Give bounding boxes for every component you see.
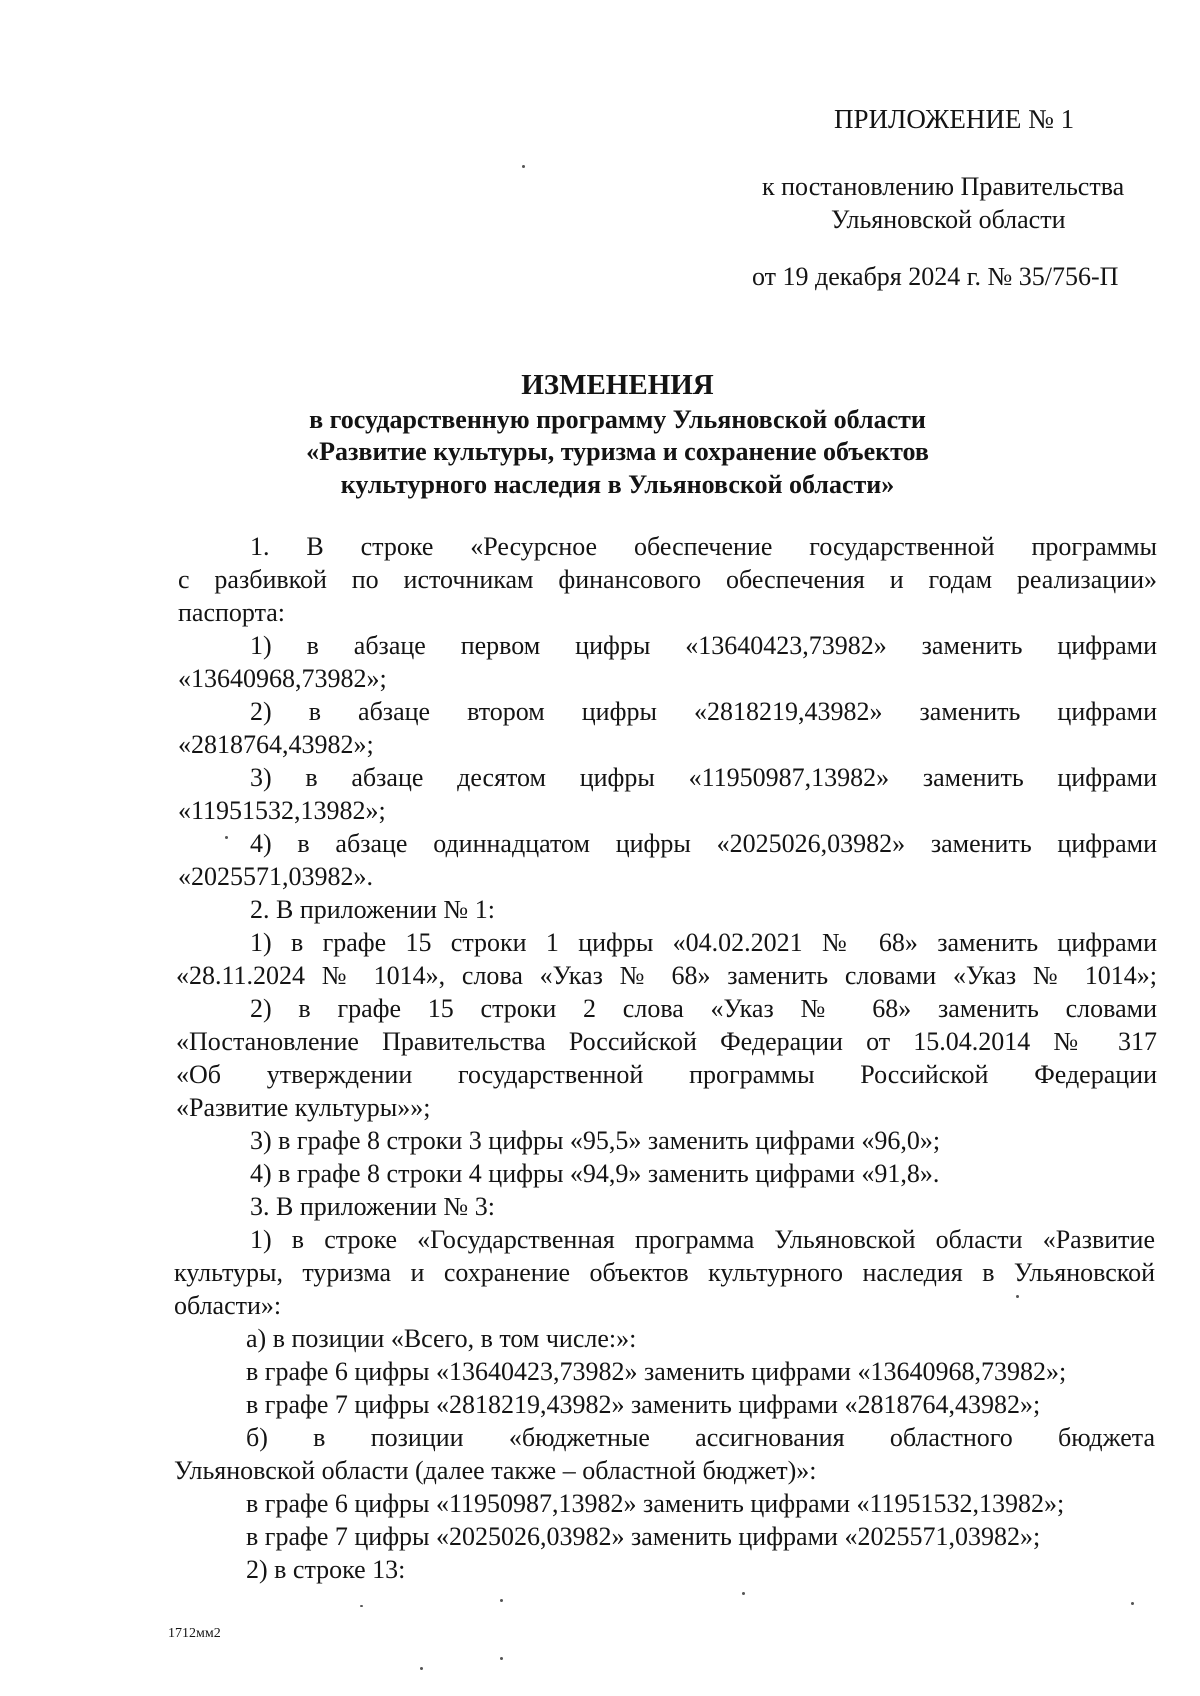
- section-heading: 3. В приложении № 3:: [250, 1192, 495, 1221]
- body-line: в графе 6 цифры «11950987,13982» заменить цифрами «11951532,13982»;: [246, 1489, 1065, 1518]
- scan-speck: [500, 1657, 503, 1660]
- body-line: «13640968,73982»;: [178, 664, 387, 693]
- section-heading: 2. В приложении № 1:: [250, 895, 495, 924]
- doc-subtitle-3: культурного наследия в Ульяновской области»: [340, 470, 895, 499]
- body-line: «Развитие культуры»»;: [176, 1093, 431, 1122]
- doc-title: ИЗМЕНЕНИЯ: [521, 369, 714, 401]
- body-line: области»:: [174, 1291, 282, 1320]
- body-line: с разбивкой по источникам финансового обеспечения и годам реализации»: [178, 565, 1157, 594]
- resolution-label: к постановлению Правительства: [762, 172, 1125, 201]
- body-line: Ульяновской области (далее также – областной бюджет)»:: [174, 1456, 817, 1485]
- body-line: «Об утверждении государственной программы Российской Федерации: [176, 1060, 1157, 1089]
- body-line: в графе 7 цифры «2025026,03982» заменить цифрами «2025571,03982»;: [246, 1522, 1041, 1551]
- body-line: 1) в графе 15 строки 1 цифры «04.02.2021 № 68» заменить цифрами: [250, 928, 1157, 957]
- scan-speck: [420, 1667, 423, 1670]
- date-number: от 19 декабря 2024 г. № 35/756-П: [752, 262, 1119, 291]
- scan-speck: [522, 165, 525, 168]
- body-line: 4) в абзаце одиннадцатом цифры «2025026,03982» заменить цифрами: [250, 829, 1157, 858]
- body-line: 3) в абзаце десятом цифры «11950987,13982» заменить цифрами: [250, 763, 1157, 792]
- body-line: б) в позиции «бюджетные ассигнования областного бюджета: [246, 1423, 1155, 1452]
- body-line: 2) в графе 15 строки 2 слова «Указ № 68» заменить словами: [250, 994, 1157, 1023]
- scan-speck: [1131, 1602, 1134, 1605]
- body-line: 4) в графе 8 строки 4 цифры «94,9» заменить цифрами «91,8».: [250, 1159, 940, 1188]
- scan-speck: [1016, 1295, 1019, 1298]
- body-line: в графе 7 цифры «2818219,43982» заменить цифрами «2818764,43982»;: [246, 1390, 1041, 1419]
- doc-subtitle-2: «Развитие культуры, туризма и сохранение объектов: [306, 437, 929, 466]
- body-line: «11951532,13982»;: [178, 796, 386, 825]
- body-line: «2025571,03982».: [178, 862, 373, 891]
- scan-speck: [225, 836, 228, 839]
- body-line: 1. В строке «Ресурсное обеспечение государственной программы: [250, 532, 1157, 561]
- body-line: 1) в абзаце первом цифры «13640423,73982» заменить цифрами: [250, 631, 1157, 660]
- body-line: а) в позиции «Всего, в том числе:»:: [246, 1324, 637, 1353]
- body-line: 1) в строке «Государственная программа Ульяновской области «Развитие: [250, 1225, 1155, 1254]
- footer-code: 1712мм2: [168, 1626, 221, 1641]
- scan-speck: [742, 1592, 745, 1595]
- body-line: «2818764,43982»;: [178, 730, 374, 759]
- body-line: культуры, туризма и сохранение объектов культурного наследия в Ульяновской: [174, 1258, 1155, 1287]
- body-line: 2) в строке 13:: [246, 1555, 406, 1584]
- appendix-label: ПРИЛОЖЕНИЕ № 1: [834, 104, 1075, 134]
- region-label: Ульяновской области: [831, 205, 1066, 234]
- body-line: в графе 6 цифры «13640423,73982» заменить цифрами «13640968,73982»;: [246, 1357, 1067, 1386]
- body-line: «Постановление Правительства Российской Федерации от 15.04.2014 № 317: [176, 1027, 1157, 1056]
- body-line: 2) в абзаце втором цифры «2818219,43982» заменить цифрами: [250, 697, 1157, 726]
- body-line: 3) в графе 8 строки 3 цифры «95,5» заменить цифрами «96,0»;: [250, 1126, 941, 1155]
- body-line: «28.11.2024 № 1014», слова «Указ № 68» заменить словами «Указ № 1014»;: [176, 961, 1157, 990]
- body-line: паспорта:: [178, 598, 286, 627]
- doc-subtitle-1: в государственную программу Ульяновской области: [309, 405, 926, 434]
- scan-speck: [360, 1605, 363, 1607]
- scan-speck: [500, 1599, 503, 1602]
